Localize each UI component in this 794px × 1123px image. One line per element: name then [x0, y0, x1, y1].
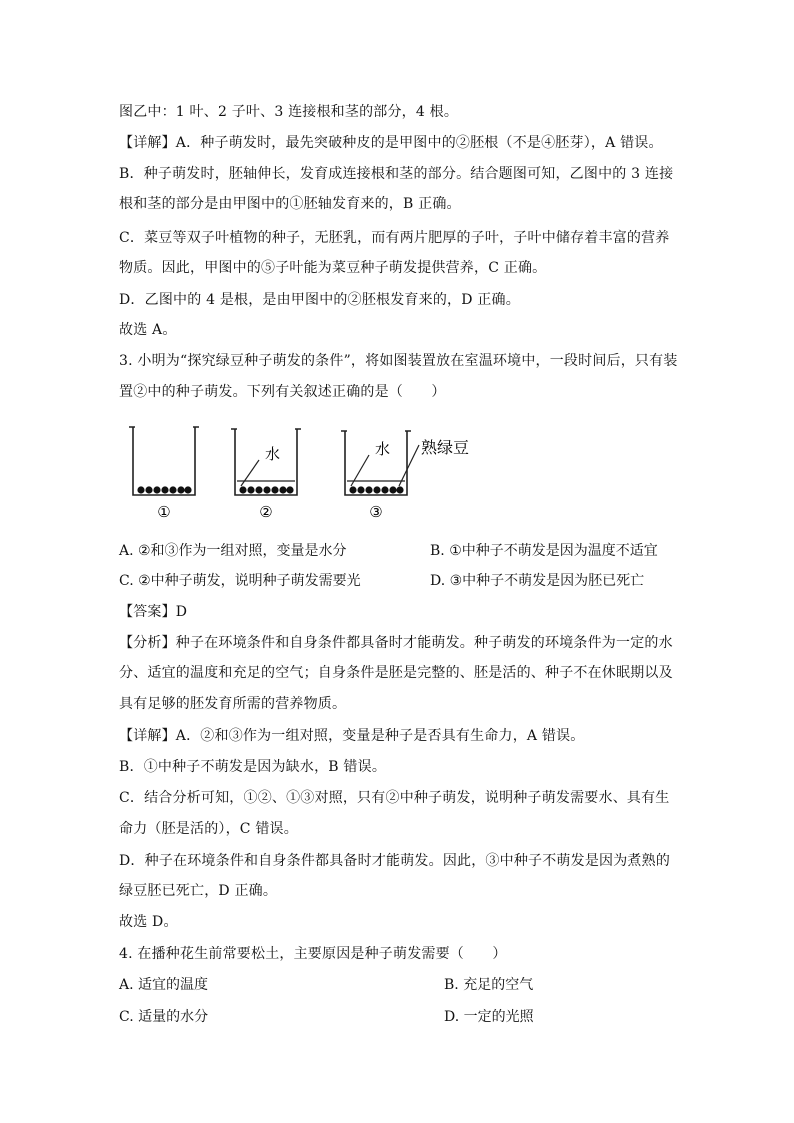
q3-option-a: A. ②和③作为一组对照，变量是水分: [119, 543, 347, 559]
q2-choose: 故选 A。: [119, 322, 177, 338]
beaker-2-label: ②: [259, 503, 273, 521]
cooked-bean-label: 熟绿豆: [421, 438, 470, 457]
q4-option-c: C. 适量的水分: [119, 1009, 209, 1025]
q4-option-d: D. 一定的光照: [444, 1009, 534, 1025]
q3-detail-c-line1: C．结合分析可知，①②、①③对照，只有②中种子萌发，说明种子萌发需要水、具有生: [119, 790, 670, 806]
q2-detail-b-line2: 根和茎的部分是由甲图中的①胚轴发育来的，B 正确。: [119, 196, 461, 212]
q2-detail-a: 【详解】A．种子萌发时，最先突破种皮的是甲图中的②胚根（不是④胚芽），A 错误。: [119, 135, 663, 151]
q2-detail-b-line1: B．种子萌发时，胚轴伸长，发育成连接根和茎的部分。结合题图可知，乙图中的 3 连接: [119, 166, 674, 182]
beaker-1-label: ①: [157, 503, 171, 521]
q3-choose: 故选 D。: [119, 914, 178, 930]
q3-detail-b: B．①中种子不萌发是因为缺水，B 错误。: [119, 759, 387, 775]
q3-detail-d-line2: 绿豆胚已死亡，D 正确。: [119, 883, 278, 899]
water-label-3: 水: [375, 440, 391, 458]
q3-detail-d-line1: D．种子在环境条件和自身条件都具备时才能萌发。因此，③中种子不萌发是因为煮熟的: [119, 853, 671, 869]
q3-option-d: D. ③中种子不萌发是因为胚已死亡: [430, 573, 645, 589]
q3-analysis-line1: 【分析】种子在环境条件和自身条件都具备时才能萌发。种子萌发的环境条件为一定的水: [119, 635, 673, 651]
water-label-2: 水: [265, 445, 281, 463]
q2-detail-d: D．乙图中的 4 是根，是由甲图中的②胚根发育来的，D 正确。: [119, 292, 520, 308]
q3-stem-line1: 3. 小明为“探究绿豆种子萌发的条件”，将如图装置放在室温环境中，一段时间后，只有装: [119, 353, 678, 369]
q3-option-b: B. ①中种子不萌发是因为温度不适宜: [430, 543, 658, 559]
q3-analysis-line2: 分、适宜的温度和充足的空气；自身条件是胚是完整的、胚是活的、种子不在休眠期以及: [119, 665, 673, 681]
q4-option-a: A. 适宜的温度: [119, 977, 209, 993]
q3-analysis-line3: 具有足够的胚发育所需的营养物质。: [119, 696, 347, 712]
beaker-figure: [119, 415, 539, 525]
q3-detail-c-line2: 命力（胚是活的），C 错误。: [119, 821, 298, 837]
q2-detail-c-line1: C．菜豆等双子叶植物的种子，无胚乳，而有两片肥厚的子叶，子叶中储存着丰富的营养: [119, 230, 670, 246]
intro-line: 图乙中：1 叶、2 子叶、3 连接根和茎的部分，4 根。: [119, 104, 459, 120]
q3-stem-line2: 置②中的种子萌发。下列有关叙述正确的是（ ）: [119, 384, 446, 400]
beaker-1: [129, 427, 199, 495]
q3-detail-a: 【详解】A．②和③作为一组对照，变量是种子是否具有生命力，A 错误。: [119, 728, 585, 744]
beaker-3-label: ③: [369, 503, 383, 521]
q2-detail-c-line2: 物质。因此，甲图中的⑤子叶能为菜豆种子萌发提供营养，C 正确。: [119, 260, 547, 276]
beaker-figure-svg: [119, 415, 539, 525]
q4-option-b: B. 充足的空气: [444, 977, 534, 993]
q3-answer: 【答案】D: [119, 604, 188, 620]
q3-option-c: C. ②中种子萌发，说明种子萌发需要光: [119, 573, 361, 589]
q4-stem: 4. 在播种花生前常要松土，主要原因是种子萌发需要（ ）: [119, 946, 507, 962]
